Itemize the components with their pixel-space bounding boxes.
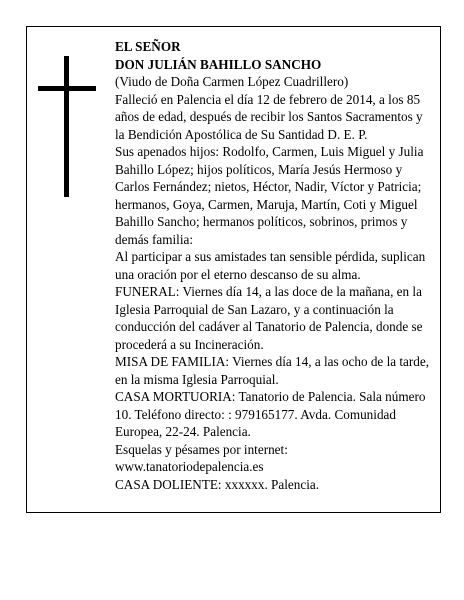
death-notice: Falleció en Palencia el día 12 de febrero de 2014, a los 85 años de edad, después de recibir los Santos Sacramentos y la Bendición Apostólica de Su Santidad D. E. P.	[115, 91, 423, 142]
family-mass-info: MISA DE FAMILIA: Viernes día 14, a las ocho de la tarde, en la misma Iglesia Parroquial.	[115, 354, 430, 387]
widower-note: (Viudo de Doña Carmen López Cuadrillero)	[115, 74, 349, 89]
cross-horizontal-bar	[38, 86, 96, 91]
title-line-1: EL SEÑOR	[115, 39, 181, 54]
funeral-info: FUNERAL: Viernes día 14, a las doce de la mañana, en la Iglesia Parroquial de San Lazaro, y a continuación la conducción del cadáver al Tanatorio de Palencia, donde se procederá a su Incineración.	[115, 284, 423, 352]
grieving-house: CASA DOLIENTE: xxxxxx. Palencia.	[115, 476, 320, 492]
family-list: Sus apenados hijos: Rodolfo, Carmen, Luis Miguel y Julia Bahillo López; hijos políticos, María Jesús Hermoso y Carlos Fernández; nietos, Héctor, Nadir, Víctor y Patricia; hermanos, Goya, Carmen, Maruja, Martín, Coti y Miguel Bahillo Sancho; hermanos políticos, sobrinos, primos y demás familia:	[115, 144, 424, 247]
deceased-name: DON JULIÁN BAHILLO SANCHO	[115, 56, 322, 72]
cross-vertical-bar	[64, 56, 69, 197]
obituary-text	[115, 38, 431, 493]
mortuary-info: CASA MORTUORIA: Tanatorio de Palencia. Sala número 10. Teléfono directo: : 979165177. Avda. Comunidad Europea, 22-24. Palencia.	[115, 389, 426, 439]
internet-label: Esquelas y pésames por internet:	[115, 441, 288, 457]
prayer-request: Al participar a sus amistades tan sensible pérdida, suplican una oración por el eterno descanso de su alma.	[115, 249, 426, 282]
website-link[interactable]: www.tanatoriodepalencia.es	[115, 459, 264, 474]
